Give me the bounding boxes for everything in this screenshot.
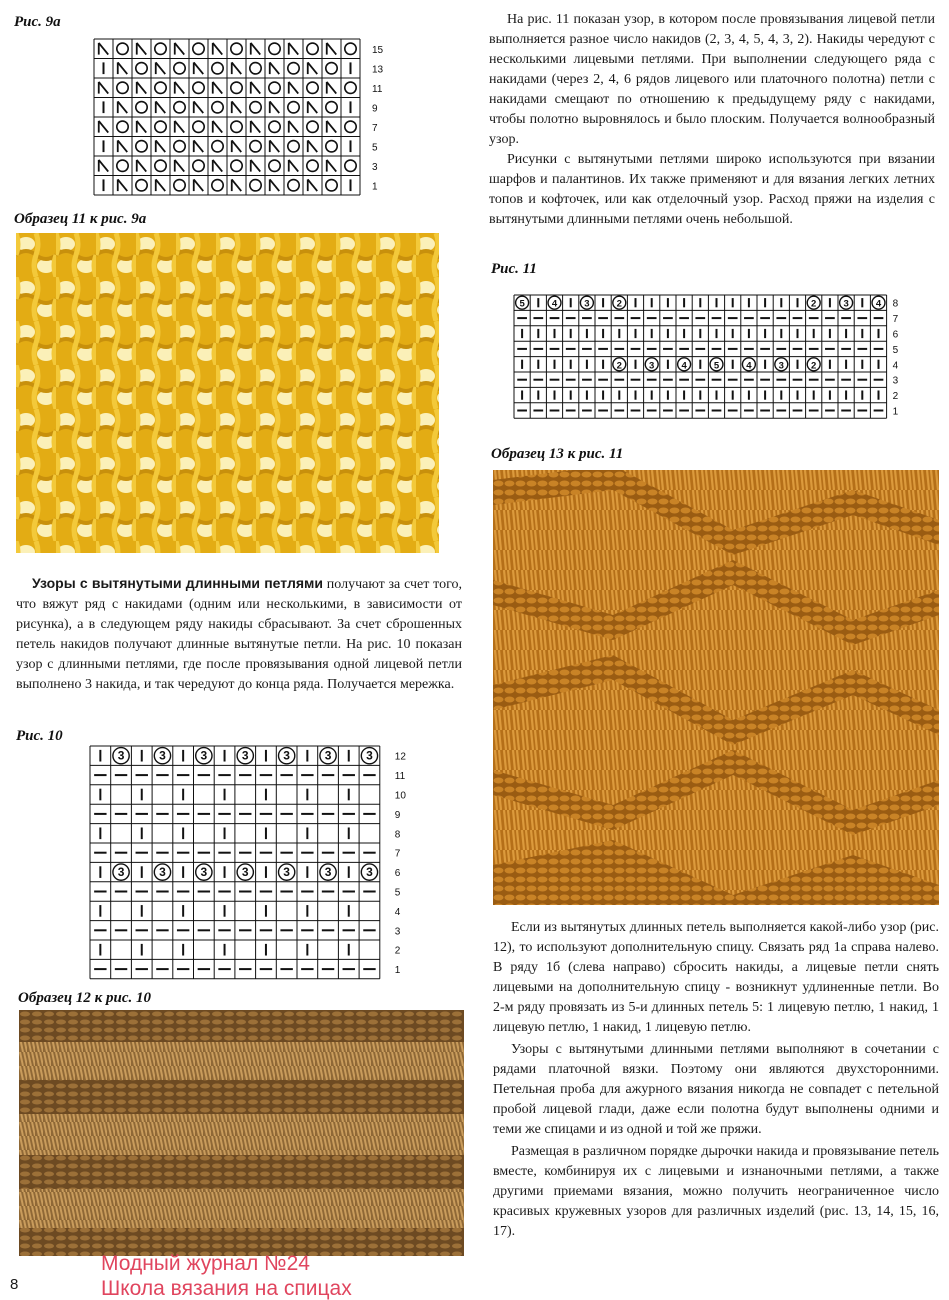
k2tog-symbol [308,179,318,191]
multi-yo-count: 3 [843,298,849,310]
row-number: 11 [372,83,383,95]
row-number: 11 [394,771,406,783]
multi-yo-count: 3 [778,360,784,372]
row-number: 2 [892,391,899,403]
multi-yo-count: 4 [746,360,752,372]
yarn-over-symbol [231,121,242,132]
fig10-caption: Рис. 10 [16,728,63,744]
row-number: 12 [394,751,406,763]
k2tog-symbol [175,82,185,94]
yarn-over-symbol [174,63,185,74]
multi-yo-count: 3 [117,865,125,880]
k2tog-symbol [99,121,109,133]
yarn-over-symbol [174,180,185,191]
fig11-caption: Рис. 11 [491,261,537,277]
row-number: 8 [892,298,899,310]
row-number: 7 [394,848,401,860]
sample12-caption: Образец 12 к рис. 10 [18,990,152,1006]
yarn-over-symbol [231,82,242,93]
k2tog-symbol [327,43,337,55]
k2tog-symbol [118,140,128,152]
yarn-over-symbol [117,160,128,171]
multi-yo-count: 3 [159,865,166,880]
yarn-over-symbol [250,63,261,74]
row-number: 13 [372,64,384,76]
right-bottom-text [493,918,939,1242]
yarn-over-symbol [193,43,204,54]
multi-yo-count: 2 [616,298,622,310]
yarn-over-symbol [117,121,128,132]
yarn-over-symbol [307,121,318,132]
row-number: 3 [892,375,899,387]
row-number: 3 [394,926,401,938]
yarn-over-symbol [174,102,185,113]
multi-yo-count: 3 [241,865,249,880]
row-number: 6 [394,868,401,880]
k2tog-symbol [99,43,109,55]
right-top-text [489,10,935,230]
yarn-over-symbol [212,102,223,113]
yarn-over-symbol [212,141,223,152]
multi-yo-count: 3 [649,360,655,372]
k2tog-symbol [270,62,280,74]
multi-yo-count: 3 [159,748,166,763]
yarn-over-symbol [345,121,356,132]
k2tog-symbol [213,121,223,133]
row-number: 6 [892,329,899,341]
sample13-photo [493,470,939,905]
yarn-over-symbol [231,43,242,54]
yarn-over-symbol [212,63,223,74]
yarn-over-symbol [193,160,204,171]
fig11-chart [513,294,923,422]
row-number: 7 [892,314,899,326]
row-number: 9 [394,809,401,821]
k2tog-symbol [270,101,280,113]
yarn-over-symbol [136,180,147,191]
paragraph: Узоры с вытянутыми длинными петлями выполняют в сочетании с рядами платочной вязки. Поэтому они являются двухсторонними. Петельная проба для ажурного вязания никогда не совпадет с петельной пробой лицевой глади, даже если полотна будут выполнены одними и теми же спицами и из одной и той же пряжи. [493,1042,939,1137]
k2tog-symbol [194,101,204,113]
fig9a-caption: Рис. 9а [14,14,61,30]
k2tog-symbol [289,43,299,55]
k2tog-symbol [213,82,223,94]
yarn-over-symbol [288,102,299,113]
multi-yo-count: 3 [366,748,373,763]
k2tog-symbol [194,179,204,191]
k2tog-symbol [308,62,318,74]
k2tog-symbol [156,62,166,74]
k2tog-symbol [289,160,299,172]
k2tog-symbol [99,82,109,94]
row-number: 9 [372,103,378,115]
yarn-over-symbol [307,82,318,93]
fig9a-chart [93,38,393,198]
k2tog-symbol [137,121,147,133]
yarn-over-symbol [269,160,280,171]
k2tog-symbol [194,62,204,74]
k2tog-symbol [156,140,166,152]
yarn-over-symbol [269,43,280,54]
k2tog-symbol [289,121,299,133]
k2tog-symbol [232,101,242,113]
row-number: 4 [892,360,899,372]
multi-yo-count: 3 [283,865,290,880]
multi-yo-count: 4 [681,360,687,372]
multi-yo-count: 3 [324,865,332,880]
k2tog-symbol [308,140,318,152]
k2tog-symbol [232,179,242,191]
yarn-over-symbol [288,141,299,152]
multi-yo-count: 4 [875,298,882,310]
multi-yo-count: 3 [200,865,208,880]
k2tog-symbol [175,43,185,55]
k2tog-symbol [327,121,337,133]
yarn-over-symbol [136,63,147,74]
yarn-over-symbol [345,160,356,171]
multi-yo-count: 3 [283,748,290,763]
row-number: 5 [892,344,899,356]
footer-title-line2: Школа вязания на спицах [101,1277,352,1300]
sample11-caption: Образец 11 к рис. 9а [14,211,147,227]
k2tog-symbol [118,62,128,74]
multi-yo-count: 3 [117,748,125,763]
k2tog-symbol [251,43,261,55]
multi-yo-count: 2 [811,298,817,310]
row-number: 4 [394,906,401,918]
yarn-over-symbol [174,141,185,152]
yarn-over-symbol [250,102,261,113]
k2tog-symbol [156,179,166,191]
yarn-over-symbol [193,121,204,132]
k2tog-symbol [232,62,242,74]
multi-yo-count: 4 [551,298,558,310]
yarn-over-symbol [307,160,318,171]
yarn-over-symbol [155,160,166,171]
k2tog-symbol [213,160,223,172]
footer-title-line1: Модный журнал №24 [101,1252,310,1275]
row-number: 7 [372,122,378,134]
yarn-over-symbol [269,82,280,93]
yarn-over-symbol [155,43,166,54]
sample11-photo [16,233,439,553]
row-number: 5 [394,887,401,899]
k2tog-symbol [251,121,261,133]
yarn-over-symbol [326,141,337,152]
k2tog-symbol [270,140,280,152]
row-number: 8 [394,829,401,841]
yarn-over-symbol [193,82,204,93]
multi-yo-count: 3 [584,298,590,310]
yarn-over-symbol [117,43,128,54]
long-loops-text: получают за счет того, что вяжут ряд с накидами (одним или несколькими, в зависимости от рисунка), а в следующем ряду накиды сбрасывают. За счет сброшенных петель накидов получают длинные вытянутые петли. На рис. 10 показан узор с длинными петлями, где после провязывания одной лицевой петли выполнено 3 накида, и так чередуют до конца ряда. Получается мережка. [16,577,462,692]
k2tog-symbol [213,43,223,55]
multi-yo-count: 3 [366,865,373,880]
fig10-chart [89,745,409,981]
yarn-over-symbol [345,82,356,93]
yarn-over-symbol [326,180,337,191]
yarn-over-symbol [155,82,166,93]
row-number: 1 [372,181,378,193]
yarn-over-symbol [212,180,223,191]
k2tog-symbol [137,43,147,55]
yarn-over-symbol [288,180,299,191]
page-number: 8 [10,1276,19,1293]
yarn-over-symbol [326,102,337,113]
k2tog-symbol [251,160,261,172]
long-loops-lead: Узоры с вытянутыми длинными петлями [32,575,323,591]
yarn-over-symbol [250,141,261,152]
row-number: 1 [892,406,899,418]
k2tog-symbol [327,82,337,94]
k2tog-symbol [99,160,109,172]
multi-yo-count: 3 [200,748,208,763]
k2tog-symbol [175,160,185,172]
multi-yo-count: 2 [811,360,817,372]
row-number: 3 [372,161,378,173]
yarn-over-symbol [269,121,280,132]
k2tog-symbol [194,140,204,152]
paragraph: Размещая в различном порядке дырочки накида и провязывание петель вместе, комбинируя их с лицевыми и изнаночными петлями, а также другими приемами вязания, можно получить неограниченное число красивых кружевных узоров для различных изделий (рис. 13, 14, 15, 16, 17). [493,1144,939,1239]
yarn-over-symbol [345,43,356,54]
sample12-photo [19,1010,464,1256]
paragraph: Если из вытянутых длинных петель выполняется какой-либо узор (рис. 12), то используют дополнительную спицу. Связать ряд 1а справа налево. В ряду 1б (слева направо) сбросить накиды, а лицевые петли снять лицевыми на дополнительную спицу - возникнут удлиненные петли. Во 2-м ряду провязать из 5-и длинных петель 5: 1 лицевую петлю, 1 накид, 1 лицевую петлю, 1 накид, 1 лицевую петлю. [493,920,939,1035]
paragraph: На рис. 11 показан узор, в котором после провязывания лицевой петли выполняется разное число накидов (2, 3, 4, 5, 4, 3, 2). Накиды чередуют с несколькими лицевыми петлями. При выполнении следующего ряда с накидами (через 2, 4, 6 рядов лицевого или платочного полотна) петли с накидами смещают по отношению к предыдущему ряду с накидами, чтобы полотно выровнялось и было плоским. Получается волнообразный узор. [489,12,935,147]
k2tog-symbol [118,179,128,191]
row-number: 2 [394,945,401,957]
yarn-over-symbol [307,43,318,54]
long-loops-paragraph [16,573,462,695]
k2tog-symbol [308,101,318,113]
row-number: 5 [372,142,378,154]
yarn-over-symbol [136,102,147,113]
yarn-over-symbol [117,82,128,93]
k2tog-symbol [327,160,337,172]
yarn-over-symbol [231,160,242,171]
k2tog-symbol [232,140,242,152]
multi-yo-count: 3 [324,748,332,763]
multi-yo-count: 2 [616,360,622,372]
k2tog-symbol [137,82,147,94]
row-number: 15 [372,44,384,56]
multi-yo-count: 5 [519,298,525,310]
k2tog-symbol [175,121,185,133]
k2tog-symbol [270,179,280,191]
yarn-over-symbol [250,180,261,191]
row-number: 10 [394,790,406,802]
k2tog-symbol [137,160,147,172]
yarn-over-symbol [288,63,299,74]
k2tog-symbol [289,82,299,94]
paragraph: Рисунки с вытянутыми петлями широко используются при вязании шарфов и палантинов. Их также применяют и для вязания легких летних топов и кофточек, или как отделочный узор. Расход пряжи на изделия с вытянутыми длинными петлями очень небольшой. [489,152,935,227]
yarn-over-symbol [326,63,337,74]
k2tog-symbol [118,101,128,113]
multi-yo-count: 3 [241,748,249,763]
yarn-over-symbol [136,141,147,152]
sample13-caption: Образец 13 к рис. 11 [491,446,624,462]
k2tog-symbol [156,101,166,113]
yarn-over-symbol [155,121,166,132]
k2tog-symbol [251,82,261,94]
multi-yo-count: 5 [713,360,720,372]
row-number: 1 [394,965,401,977]
